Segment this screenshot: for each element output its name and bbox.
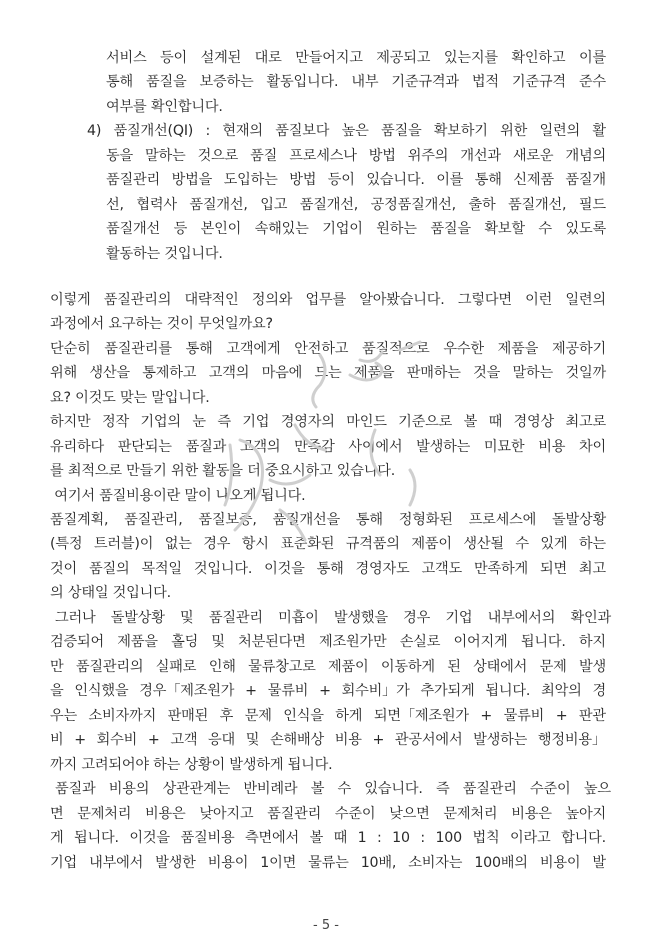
text-line: 품질개선 등 본인이 속해있는 기업이 원하는 품질을 확보할 수 있도록 bbox=[106, 221, 606, 237]
text-line: 만 품질관리의 실패로 인해 물류창고로 제품이 이동하게 된 상태에서 문제 발생 bbox=[50, 659, 606, 675]
text-line: 까지 고려되어야 하는 상황이 발생하게 됩니다. bbox=[50, 757, 333, 773]
text-line: (특정 트러블)이 없는 경우 항시 표준화된 규격품의 제품이 생산될 수 있게 하는 bbox=[50, 536, 606, 552]
text-line: 것이 품질의 목적일 것입니다. 이것을 통해 경영자도 고객도 만족하게 되면 최고 bbox=[50, 561, 606, 577]
text-line: 이렇게 품질관리의 대략적인 정의와 업무를 알아봤습니다. 그렇다면 이런 일련의 bbox=[50, 292, 606, 308]
text-line: 의 상태일 것입니다. bbox=[50, 585, 171, 601]
text-line: 하지만 정작 기업의 눈 즉 기업 경영자의 마인드 기준으로 볼 때 경영상 최고로 bbox=[50, 414, 606, 430]
text-line: 4) 품질개선(QI) : 현재의 품질보다 높은 품질을 확보하기 위한 일련의 활 bbox=[87, 123, 606, 139]
text-line: 과정에서 요구하는 것이 무엇일까요? bbox=[50, 316, 273, 332]
text-line: 단순히 품질관리를 통해 고객에게 안전하고 품질적으로 우수한 제품을 제공하기 bbox=[50, 341, 606, 357]
text-line: 기업 내부에서 발생한 비용이 1이면 물류는 10배, 소비자는 100배의 비용이 발 bbox=[50, 855, 606, 871]
text-line: 품질과 비용의 상관관계는 반비례라 볼 수 있습니다. 즉 품질관리 수준이 높으 bbox=[55, 781, 611, 797]
text-line: 선, 협력사 품질개선, 입고 품질개선, 공정품질개선, 출하 품질개선, 필드 bbox=[106, 197, 606, 213]
text-line: 유리하다 판단되는 품질과 고객의 만족감 사이에서 발생하는 미묘한 비용 차이 bbox=[50, 439, 606, 455]
text-line: 그러나 돌발상황 및 품질관리 미흡이 발생했을 경우 기업 내부에서의 확인과 bbox=[55, 610, 611, 626]
text-line: 서비스 등이 설계된 대로 만들어지고 제공되고 있는지를 확인하고 이를 bbox=[106, 50, 606, 66]
text-line: 를 최적으로 만들기 위한 활동을 더 중요시하고 있습니다. bbox=[50, 463, 396, 479]
text-line: 검증되어 제품을 홀딩 및 처분된다면 제조원가만 손실로 이어지게 됩니다. 하지 bbox=[50, 634, 606, 650]
text-line: 품질관리 방법을 도입하는 방법 등이 있습니다. 이를 통해 신제품 품질개 bbox=[106, 172, 606, 188]
text-line: 을 인식했을 경우「제조원가 + 물류비 + 회수비」가 추가되게 됩니다. 최악의 경 bbox=[50, 683, 606, 699]
text-line: 비 + 회수비 + 고객 응대 및 손해배상 비용 + 관공서에서 발생하는 행정비용」 bbox=[50, 732, 606, 748]
text-line: 면 문제처리 비용은 낮아지고 품질관리 수준이 낮으면 문제처리 비용은 높아지 bbox=[50, 806, 606, 822]
text-line: 여기서 품질비용이란 말이 나오게 됩니다. bbox=[50, 488, 306, 504]
text-line: 품질계획, 품질관리, 품질보증, 품질개선을 통해 정형화된 프로세스에 돌발상황 bbox=[50, 512, 606, 528]
text-line: 위해 생산을 통제하고 고객의 마음에 드는 제품을 판매하는 것을 말하는 것일까 bbox=[50, 365, 606, 381]
text-line: 동을 말하는 것으로 품질 프로세스나 방법 위주의 개선과 새로운 개념의 bbox=[106, 148, 606, 164]
text-line: 우는 소비자까지 판매된 후 문제 인식을 하게 되면「제조원가 + 물류비 + 판관 bbox=[50, 708, 606, 724]
text-line: 통해 품질을 보증하는 활동입니다. 내부 기준규격과 법적 기준규격 준수 bbox=[106, 74, 606, 90]
page-number: - 5 - bbox=[313, 918, 339, 933]
text-line: 요? 이것도 맞는 말입니다. bbox=[50, 390, 210, 406]
text-line: 게 됩니다. 이것을 품질비용 측면에서 볼 때 1 : 10 : 100 법칙 이라고 합니다. bbox=[50, 830, 606, 846]
text-line: 여부를 확인합니다. bbox=[106, 99, 223, 115]
text-line: 활동하는 것입니다. bbox=[106, 246, 223, 262]
